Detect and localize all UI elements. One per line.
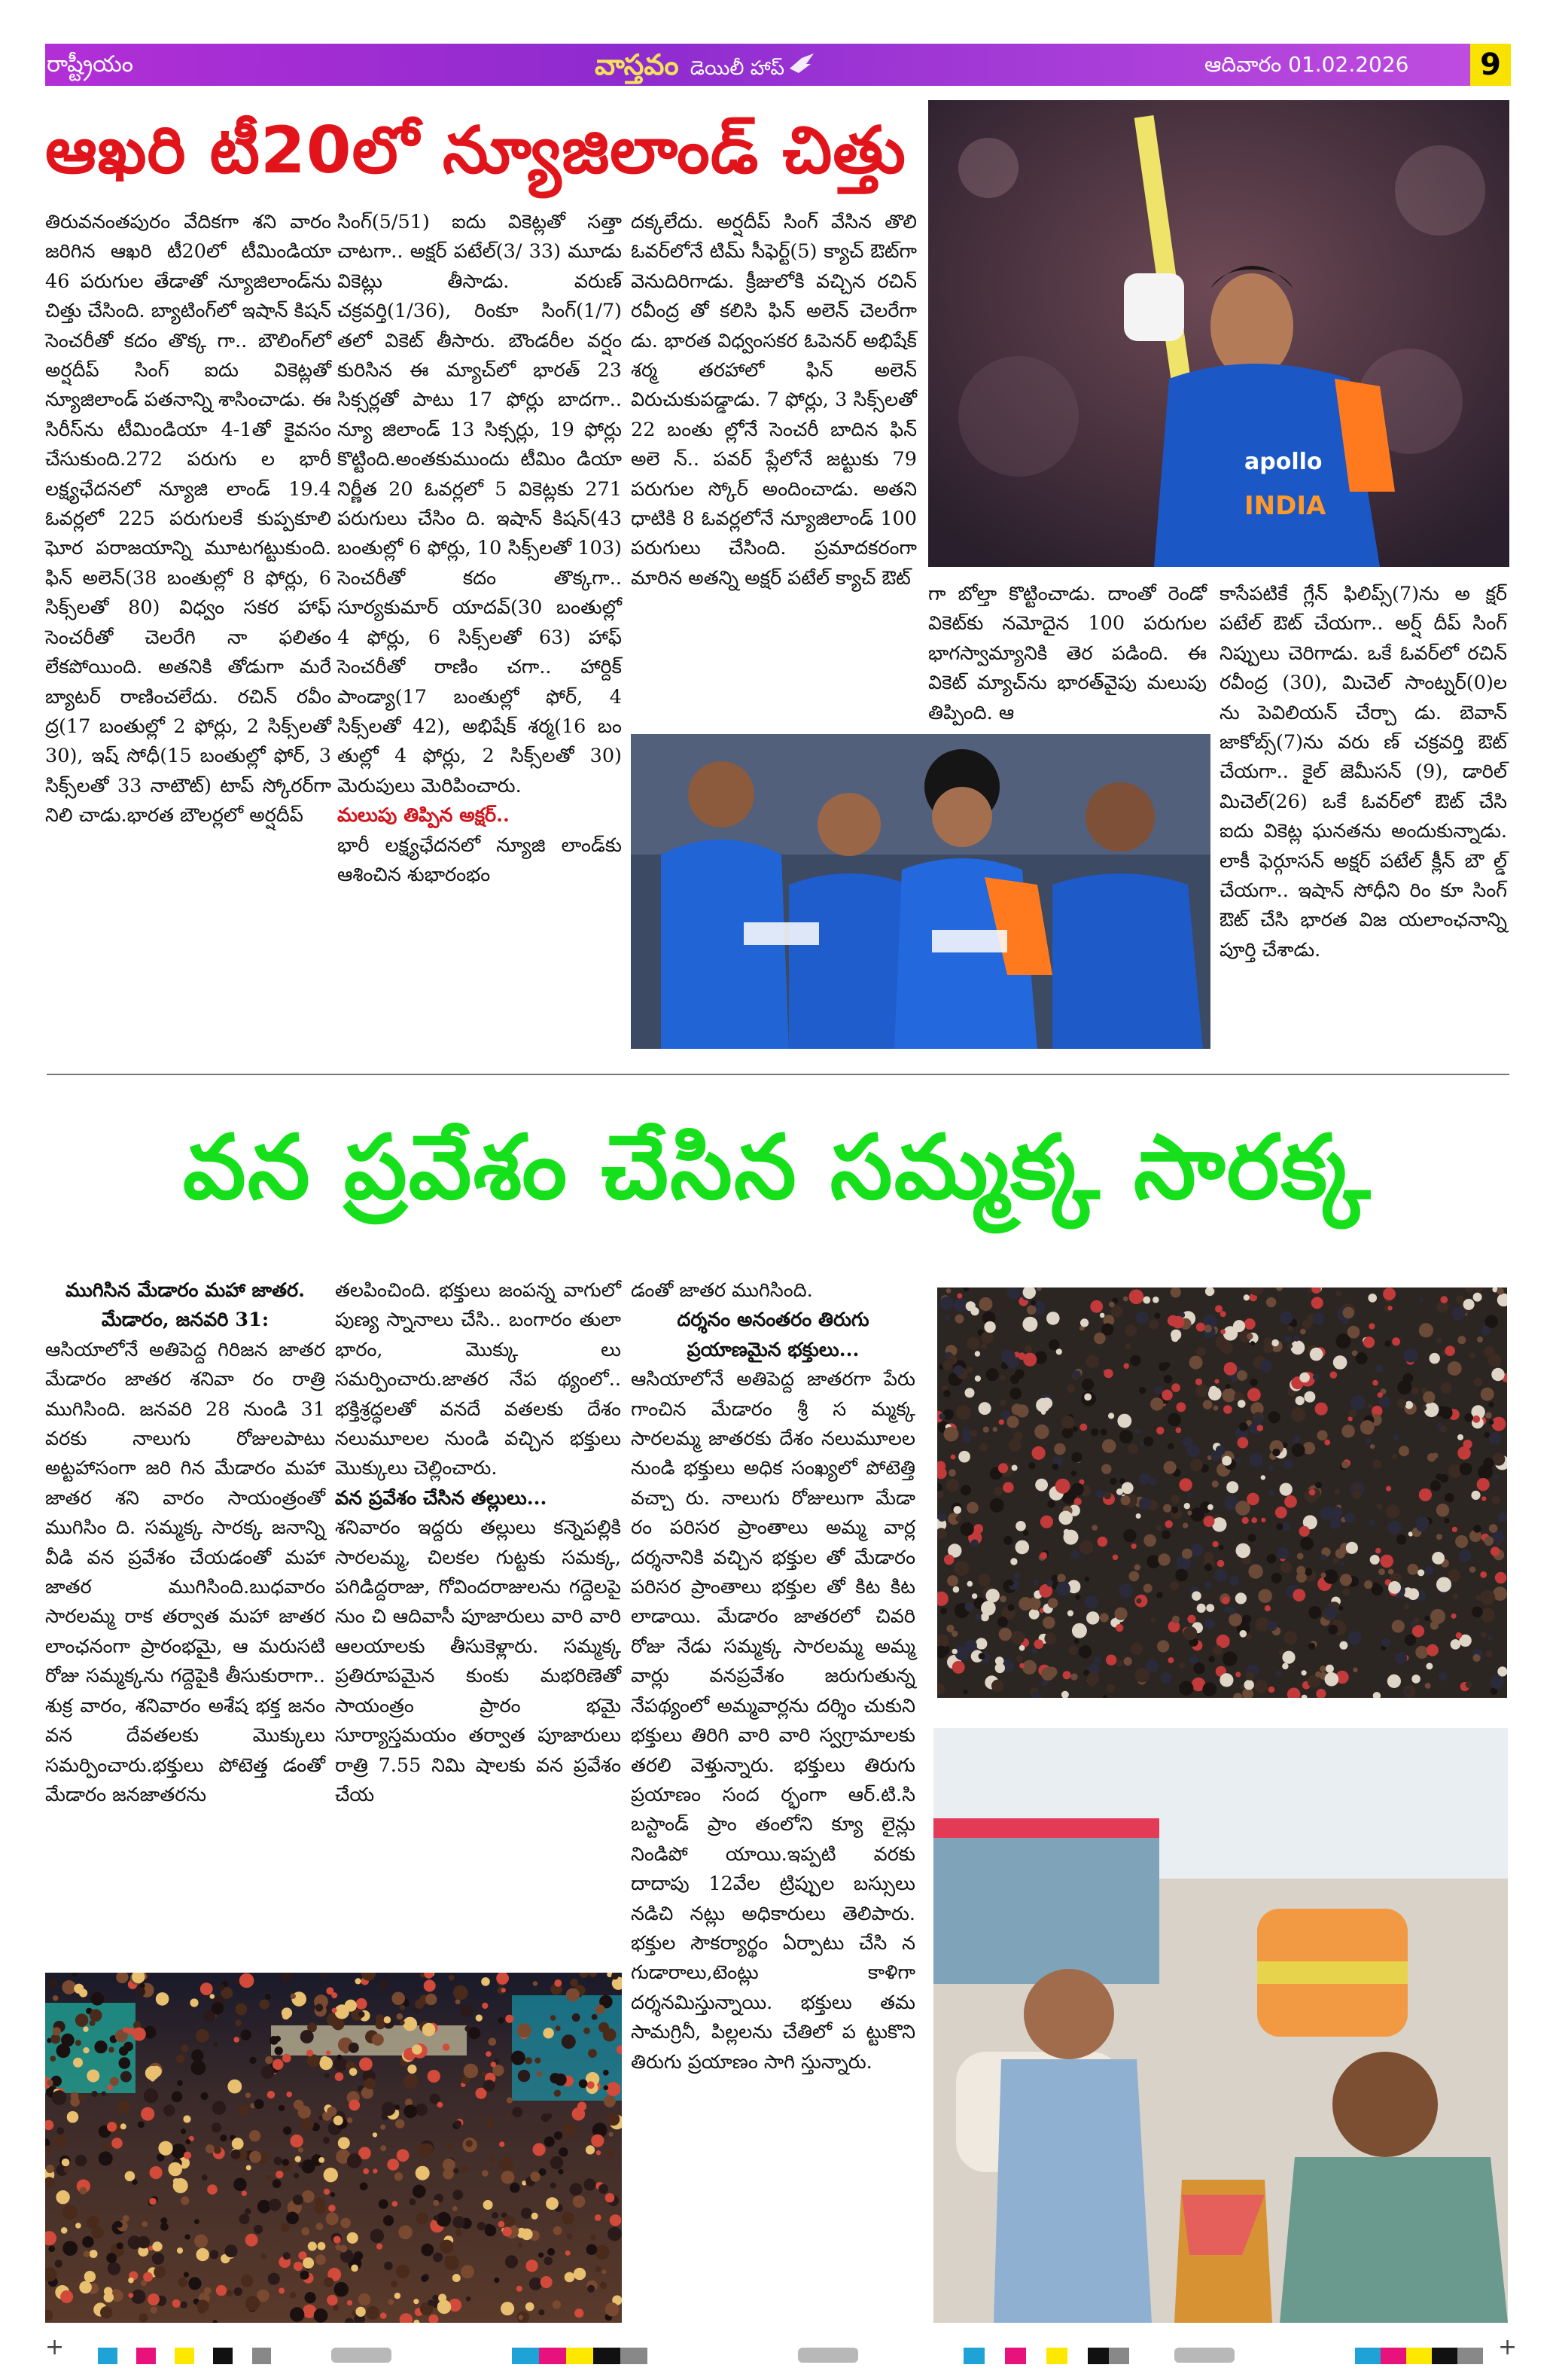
registration-mark-left: + <box>45 2334 65 2360</box>
jatara-crowd-photo <box>937 1288 1507 1698</box>
bird-logo-icon <box>788 52 815 75</box>
page-number: 9 <box>1470 44 1511 86</box>
story2-column-3: డంతో జాతర ముగిసింది. దర్శనం అనంతరం తిరుగు ప్రయాణమైన భక్తులు... ఆసియాలోనే అతిపెద్ద జాతరగా పేరు గాంచిన మేడారం శ్రీ స మ్మక్క సారలమ్మ జాతరకు దేశం నలుమూలల నుండి భక్తులు అధిక సంఖ్యలో పోటెత్తి వచ్చా రు. నాలుగు రోజులుగా మేడా రం పరిసర ప్రాంతాలు అమ్మ వార్ల దర్శనానికి వచ్చిన భక్తుల తో మేడారం పరిసర ప్రాంతాలు భక్తుల తో కిట కిట లాడాయి. మేడారం జాతరలో చివరి రోజు నేడు సమ్మక్క సారలమ్మ అమ్మ వార్లు వనప్రవేశం జరుగుతున్న నేపథ్యంలో అమ్మవార్లను దర్శిం చుకుని భక్తులు తిరిగి వారి వారి స్వగ్రామాలకు తరలి వెళ్తున్నారు. భక్తులు తిరుగు ప్రయాణం సంద ర్భంగా ఆర్.టి.సి బస్టాండ్ ప్రాం తంలోని క్యూ లైన్లు నిండిపో యాయి.ఇప్పటి వరకు దాదాపు 12వేల ట్రిప్పుల బస్సులు నడిచి నట్లు అధికారులు తెలిపారు. భక్తుల సౌకర్యార్థం ఏర్పాటు చేసి న గుడారాలు,టెంట్లు కాళిగా దర్శనమిస్తున్నాయి. భక్తులు తమ సామగ్రినీ, పిల్లలను చేతిలో ప ట్టుకొని తిరుగు ప్రయాణం సాగి స్తున్నారు. <box>631 1279 915 2074</box>
story1-column-1: తిరువనంతపురం వేదికగా శని వారం జరిగిన ఆఖరి టీ20లో టీమిండియా 46 పరుగుల తేడాతో న్యూజిలాండ్‌ను చిత్తు చేసింది. బ్యాటింగ్‌లో ఇషాన్ కిషన్ సెంచరీతో కదం తొక్క గా.. బౌలింగ్‌లో అర్షదీప్ సింగ్ ఐదు వికెట్లతో న్యూజిలాండ్ పతనాన్ని శాసించాడు. ఈ సిరీస్‌ను టీమిండియా 4-1తో కైవసం చేసుకుంది.272 పరుగు ల భారీ లక్ష్యఛేదనలో న్యూజి లాండ్ 19.4 ఓవర్లలో 225 పరుగులకే కుప్పకూలి ఘోర పరాజయాన్ని మూటగట్టుకుంది. ఫిన్ అలెన్(38 బంతుల్లో 8 ఫోర్లు, 6 సిక్స్‌లతో 80) విధ్వం సకర హాఫ్ సెంచరీతో చెలరేగి నా ఫలితం లేకపోయింది. అతనికి తోడుగా మరే బ్యాటర్ రాణించలేదు. రచిన్ రవీం ద్ర(17 బంతుల్లో 2 ఫోర్లు, 2 సిక్స్‌లతో 30), ఇష్ సోధీ(15 బంతుల్లో ఫోర్, 3 సిక్స్‌లతో 33 నాటౌట్) టాప్ స్కోరర్‌గా నిలి చాడు.భారత బౌలర్లలో అర్షదీప్ <box>45 211 331 827</box>
color-bar-mid <box>512 2348 647 2364</box>
masthead-suffix: డెయిలీ హాప్ <box>690 57 785 80</box>
story2-subhead-3: దర్శనం అనంతరం తిరుగు ప్రయాణమైన భక్తులు... <box>677 1309 869 1361</box>
story2-subhead-1: ముగిసిన మేడారం మహా జాతర. <box>65 1279 305 1302</box>
issue-date: ఆదివారం 01.02.2026 <box>1204 52 1409 77</box>
jersey-text: apollo <box>1244 449 1323 475</box>
devotees-returning-photo <box>933 1728 1508 2323</box>
story2-column-1: ముగిసిన మేడారం మహా జాతర. మేడారం, జనవరి 31: ఆసియాలోనే అతిపెద్ద గిరిజన జాతర మేడారం జాతర శనివా రం రాత్రి ముగిసింది. జనవరి 28 నుండి 31 వరకు నాలుగు రోజులపాటు అట్టహాసంగా జరి గిన మేడారం మహా జాతర శని వారం సాయంత్రంతో ముగిసిం ది. సమ్మక్క సారక్క జనాన్ని వీడి వన ప్రవేశం చేయడంతో మహా జాతర ముగిసింది.బుధవారం సారలమ్మ రాక తర్వాత మహా జాతర లాంఛనంగా ప్రారంభమై, ఆ మరుసటి రోజు సమ్మక్కను గద్దెపైకి తీసుకురాగా.. శుక్ర వారం, శనివారం అశేష భక్త జనం వన దేవతలకు మొక్కులు సమర్పించారు.భక్తులు పోటెత్త డంతో మేడారం జనజాతరను <box>45 1276 325 1796</box>
cricket-team-celebration-photo <box>631 734 1210 1049</box>
story1-subhead: మలుపు తిప్పిన అక్షర్.. <box>337 804 510 827</box>
cricket-team-image <box>631 734 1210 1049</box>
color-bar-far-right <box>1355 2348 1483 2364</box>
story2-headline: వన ప్రవేశం చేసిన సమ్మక్క సారక్క <box>182 1115 1372 1219</box>
masthead-name: వాస్తవం <box>595 48 679 81</box>
registration-mark-right: + <box>1498 2334 1518 2360</box>
section-divider <box>47 1074 1509 1075</box>
story1-column-5: కాసేపటికే గ్లేన్ ఫిలిప్స్(7)ను అ క్షర్ పటేల్ ఔట్ చేయగా.. అర్ష్ దీప్ సింగ్ నిప్పులు చెరిగాడు. ఒకే ఓవర్‌లో రచిన్ రవీంద్ర (30), మిచెల్ సాంట్నర్(0)ల ను పెవిలియన్ చేర్చా డు. బెవాన్ జాకోబ్స్(7)ను వరు ణ్ చక్రవర్తి ఔట్ చేయగా.. కైల్ జెమీసన్ (9), డారిల్ మిచెల్(26) ఒకే ఓవర్‌లో ఔట్ చేసి ఐదు వికెట్ల ఘనతను అందుకున్నాడు. లాకీ ఫెర్గూసన్ అక్షర్ పటేల్ క్లీన్ బౌ ల్డ్ చేయగా.. ఇషాన్ సోధీని రిం కూ సింగ్ ఔట్ చేసి భారత విజ యలాంఛనాన్ని పూర్తి చేశాడు. <box>1220 583 1507 961</box>
jatara-crowd-image <box>937 1288 1507 1698</box>
jatara-night-crowd-photo <box>45 1973 622 2323</box>
jersey-team-text: INDIA <box>1244 491 1326 521</box>
story1-column-2: సింగ్(5/51) ఐదు వికెట్లతో సత్తా చాటగా.. అక్షర్ పటేల్(3/ 33) మూడు వికెట్లు తీసాడు. వరుణ్ చక్రవర్తి(1/36), రింకూ సింగ్(1/7) తలో వికెట్ తీసారు. బౌండరీల వర్షం కురిసిన ఈ మ్యాచ్‌లో భారత్ 23 సిక్సర్లతో పాటు 17 ఫోర్లు బాదగా.. న్యూ జిలాండ్ 13 సిక్సర్లు, 19 ఫోర్లు కొట్టింది.అంతకుముందు టీమిం డియా నిర్ణీత 20 ఓవర్లలో 5 వికెట్లకు 271 పరుగులు చేసిం ది. ఇషాన్ కిషన్(43 బంతుల్లో 6 ఫోర్లు, 10 సిక్స్‌లతో 103) సెంచరీతో కదం తొక్కగా.. సూర్యకుమార్ యాదవ్(30 బంతుల్లో 4 ఫోర్లు, 6 సిక్స్‌లతో 63) హాఫ్ సెంచరీతో రాణిం చగా.. హార్దిక్ పాండ్యా(17 బంతుల్లో ఫోర్, 4 సిక్స్‌లతో 42), అభిషేక్ శర్మ(16 బం తుల్లో 4 ఫోర్లు, 2 సిక్స్‌లతో 30) మెరుపులు మెరిపించారు. మలుపు తిప్పిన అక్షర్.. భారీ లక్ష్యఛేదనలో న్యూజి లాండ్‌కు ఆశించిన శుభారంభం <box>337 211 622 886</box>
story2-subhead-2: వన ప్రవేశం చేసిన తల్లులు... <box>335 1486 547 1510</box>
devotees-returning-image <box>933 1728 1508 2323</box>
section-label: రాష్ట్రీయం <box>47 51 133 78</box>
story1-column-3: దక్కలేదు. అర్షదీప్ సింగ్ వేసిన తొలి ఓవర్‌లోనే టిమ్ సీఫెర్ట్(5) క్యాచ్ ఔట్‌గా వెనుదిరిగాడు. క్రీజులోకి వచ్చిన రచిన్ రవీంద్ర తో కలిసి ఫిన్ అలెన్ చెలరేగా డు. భారత విధ్వంసకర ఓపెనర్ అభిషేక్ శర్మ తరహాలో ఫిన్ అలెన్ విరుచుకుపడ్డాడు. 7 ఫోర్లు, 3 సిక్స్‌లతో 22 బంతు ల్లోనే సెంచరీ బాదిన ఫిన్ అలె న్.. పవర్ ప్లేలోనే జట్టుకు 79 పరుగుల స్కోర్ అందించాడు. అతని ధాటికి 8 ఓవర్లలోనే న్యూజిలాండ్ 100 పరుగులు చేసింది. ప్రమాదకరంగా మారిన అతన్ని అక్షర్ పటేల్ క్యాచ్ ఔట్ <box>631 211 917 590</box>
color-bar-right <box>964 2348 1129 2364</box>
color-bar-left <box>98 2348 271 2364</box>
gray-patch-2 <box>798 2348 858 2363</box>
story1-column-4: గా బోల్తా కొట్టించాడు. దాంతో రెండో వికెట్‌కు నమోదైన 100 పరుగుల భాగస్వామ్యానికి తెర పడింది. ఈ వికెట్ మ్యాచ్‌ను భారత్‌వైపు మలుపు తిప్పింది. ఆ <box>928 583 1207 724</box>
cricket-batsman-image <box>928 100 1509 567</box>
gray-patch-1 <box>331 2348 391 2363</box>
story1-headline: ఆఖరి టీ20లో న్యూజిలాండ్ చిత్తు <box>45 113 906 188</box>
story2-column-2: తలపించింది. భక్తులు జంపన్న వాగులో పుణ్య స్నానాలు చేసి.. బంగారం తులా భారం, మొక్కు లు సమర్పించారు.జాతర నేప థ్యంలో.. భక్తిశ్రద్ధలతో వనదే వతలకు దేశం నలుమూలల నుండి వచ్చిన భక్తులు మొక్కులు చెల్లించారు. వన ప్రవేశం చేసిన తల్లులు... శనివారం ఇద్దరు తల్లులు కన్నెపల్లికి సారలమ్మ, చిలకల గుట్టకు సమక్క, పగిడిద్దరాజు, గోవిందరాజులను గద్దెలపై నుం చి ఆదివాసీ పూజారులు వారి వారి ఆలయాలకు తీసుకెళ్లారు. సమ్మక్క ప్రతిరూపమైన కుంకు మభరిణెతో సాయంత్రం ప్రారం భమై సూర్యాస్తమయం తర్వాత పూజారులు రాత్రి 7.55 నిమి షాలకు వన ప్రవేశం చేయ <box>335 1279 621 1806</box>
cricket-batsman-photo <box>928 100 1509 567</box>
jatara-night-crowd-image <box>45 1973 622 2323</box>
story2-dateline: మేడారం, జనవరి 31: <box>101 1309 269 1332</box>
gray-patch-3 <box>1174 2348 1235 2363</box>
masthead <box>595 44 815 86</box>
